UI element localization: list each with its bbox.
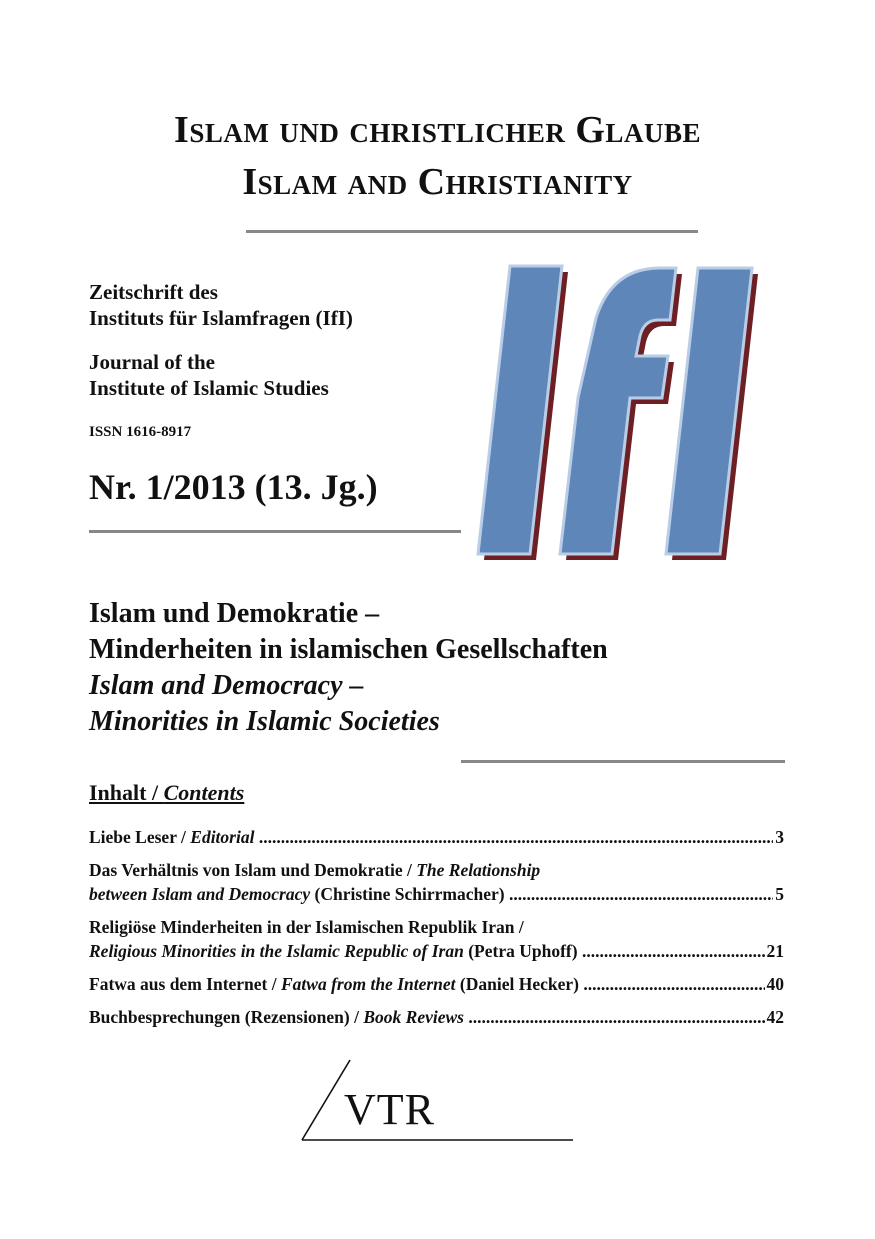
toc-title-english: Fatwa from the Internet [281, 974, 456, 994]
toc-author: (Daniel Hecker) [455, 974, 584, 994]
issue-topic [89, 596, 608, 740]
toc-entry[interactable] [89, 858, 784, 906]
publisher-info [89, 279, 353, 401]
toc-page-number: 21 [766, 941, 784, 961]
publisher-line-2: Instituts für Islamfragen (IfI) [89, 306, 353, 330]
topic-german-line-2: Minderheiten in islamischen Gesellschaften [89, 634, 608, 665]
ifi-logo-letters [478, 266, 752, 554]
toc-page-number: 40 [766, 974, 784, 994]
journal-title-english: Islam and Christianity [242, 161, 633, 203]
contents-heading [89, 780, 244, 806]
topic-german-line-1: Islam und Demokratie – [89, 598, 380, 629]
title-divider [246, 230, 698, 233]
toc-title-german: Religiöse Minderheiten in der Islamischen Republik Iran / [89, 917, 524, 937]
vtr-logo [300, 1058, 575, 1142]
contents-heading-english: Contents [163, 780, 245, 805]
toc-entry[interactable] [89, 825, 784, 849]
toc-title-english: Editorial [190, 827, 255, 847]
issn: ISSN 1616-8917 [89, 424, 192, 440]
toc-title-english: The Relationship [416, 860, 541, 880]
journal-title-german: Islam und christlicher Glaube [174, 109, 701, 151]
toc-author: (Petra Uphoff) [463, 941, 578, 961]
toc-title-german: Liebe Leser / [89, 827, 191, 847]
topic-english-line-1: Islam and Democracy – [89, 670, 364, 701]
toc-entry[interactable] [89, 1005, 784, 1029]
toc-page-number: 5 [775, 884, 784, 904]
topic-divider [461, 760, 785, 763]
toc-title-german: Fatwa aus dem Internet / [89, 974, 281, 994]
toc-page-number: 42 [766, 1007, 784, 1027]
vtr-logo-lines [300, 1058, 575, 1142]
table-of-contents [89, 825, 784, 1038]
toc-title-german: Das Verhältnis von Islam und Demokratie / [89, 860, 417, 880]
toc-entry[interactable] [89, 972, 784, 996]
toc-author: (Christine Schirrmacher) [310, 884, 509, 904]
publisher-line-1: Zeitschrift des [89, 280, 218, 304]
publisher-line-3: Journal of the [89, 350, 215, 374]
issue-number: Nr. 1/2013 (13. Jg.) [89, 467, 378, 507]
toc-page-number: 3 [775, 827, 784, 847]
topic-english-line-2: Minorities in Islamic Societies [89, 706, 440, 737]
toc-title-english: Book Reviews [363, 1007, 464, 1027]
ifi-logo [470, 258, 770, 568]
toc-title-english: Religious Minorities in the Islamic Republic of Iran [89, 941, 464, 961]
publisher-line-4: Institute of Islamic Studies [89, 376, 329, 400]
toc-author [464, 1007, 468, 1027]
toc-title-german: Buchbesprechungen (Rezensionen) / [89, 1007, 364, 1027]
toc-entry[interactable] [89, 915, 784, 963]
issue-divider [89, 530, 461, 533]
contents-heading-german: Inhalt [89, 780, 147, 805]
vtr-logo-text: VTR [344, 1085, 435, 1134]
contents-heading-separator: / [146, 780, 164, 805]
toc-title-english-cont: between Islam and Democracy [89, 884, 311, 904]
